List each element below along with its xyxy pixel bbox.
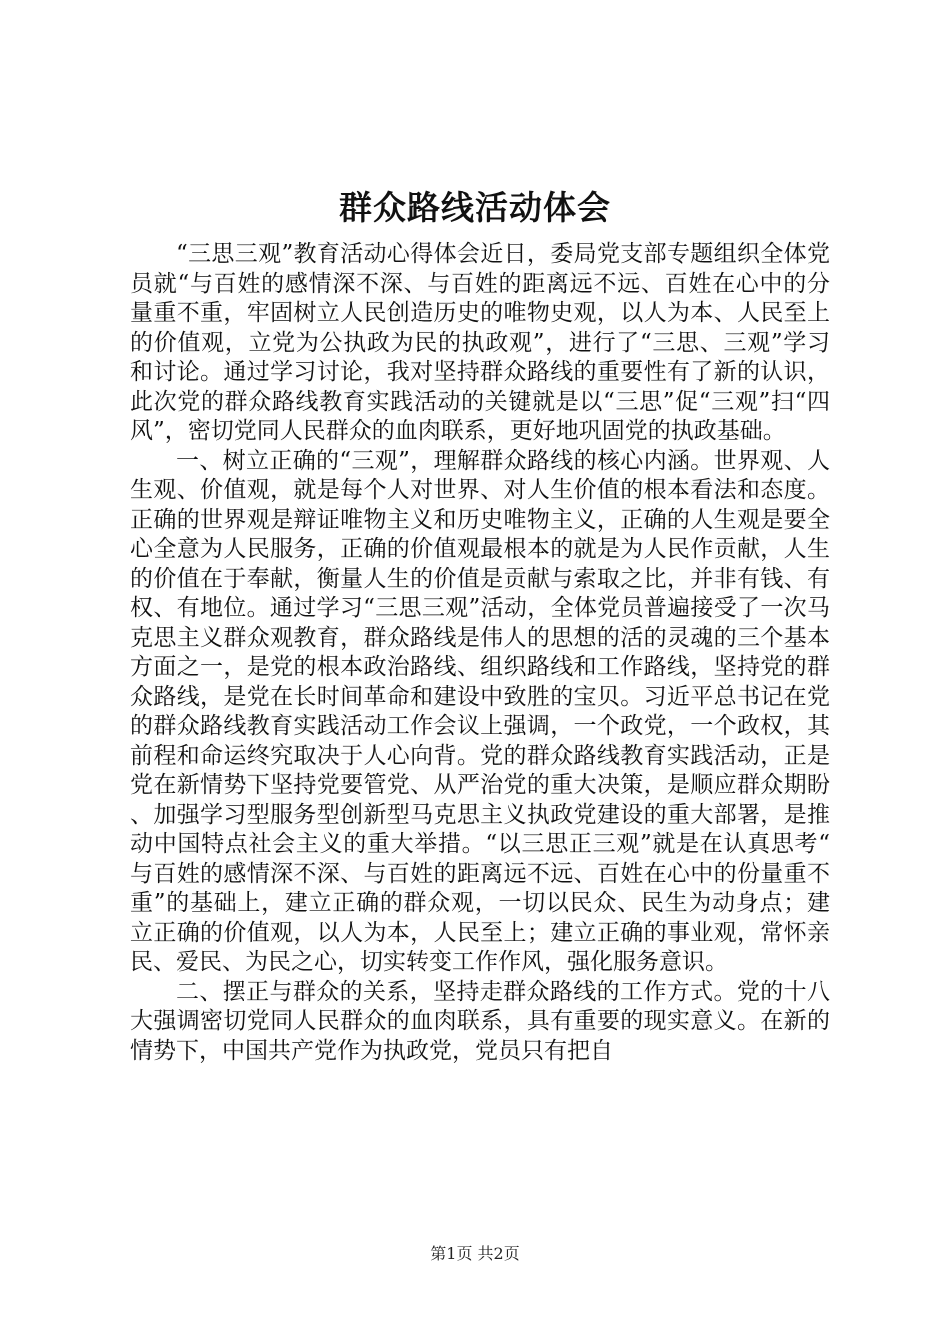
- paragraph-intro: “三思三观”教育活动心得体会近日，委局党支部专题组织全体党员就“与百姓的感情深不深、与百姓的距离远不远、百姓在心中的分量重不重，牢固树立人民创造历史的唯物史观，以人为本、人民至上的价值观，立党为公执政为民的执政观”，进行了“三思、三观”学习和讨论。通过学习讨论，我对坚持群众路线的重要性有了新的认识，此次党的群众路线教育实践活动的关键就是以“三思”促“三观”扫“四风”，密切党同人民群众的血肉联系，更好地巩固党的执政基础。: [130, 241, 830, 444]
- page-footer: 第1页 共2页: [430, 1244, 520, 1263]
- document-title: 群众路线活动体会: [339, 188, 611, 227]
- document-body: [130, 240, 830, 1066]
- paragraph-section-one: 一、树立正确的“三观”，理解群众路线的核心内涵。世界观、人生观、价值观，就是每个人对世界、对人生价值的根本看法和态度。正确的世界观是辩证唯物主义和历史唯物主义，正确的人生观是要全心全意为人民服务，正确的价值观最根本的就是为人民作贡献，人生的价值在于奉献，衡量人生的价值是贡献与索取之比，并非有钱、有权、有地位。通过学习“三思三观”活动，全体党员普遍接受了一次马克思主义群众观教育，群众路线是伟人的思想的活的灵魂的三个基本方面之一，是党的根本政治路线、组织路线和工作路线，坚持党的群众路线，是党在长时间革命和建设中致胜的宝贝。习近平总书记在党的群众路线教育实践活动工作会议上强调，一个政党，一个政权，其前程和命运终究取决于人心向背。党的群众路线教育实践活动，正是党在新情势下坚持党要管党、从严治党的重大决策，是顺应群众期盼、加强学习型服务型创新型马克思主义执政党建设的重大部署，是推动中国特点社会主义的重大举措。“以三思正三观”就是在认真思考“与百姓的感情深不深、与百姓的距离远不远、百姓在心中的份量重不重”的基础上，建立正确的群众观，一切以民众、民生为动身点；建立正确的价值观，以人为本，人民至上；建立正确的事业观，常怀亲民、爱民、为民之心，切实转变工作作风，强化服务意识。: [130, 447, 830, 975]
- paragraph-section-two: 二、摆正与群众的关系，坚持走群众路线的工作方式。党的十八大强调密切党同人民群众的血肉联系，具有重要的现实意义。在新的情势下，中国共产党作为执政党，党员只有把自: [130, 978, 830, 1064]
